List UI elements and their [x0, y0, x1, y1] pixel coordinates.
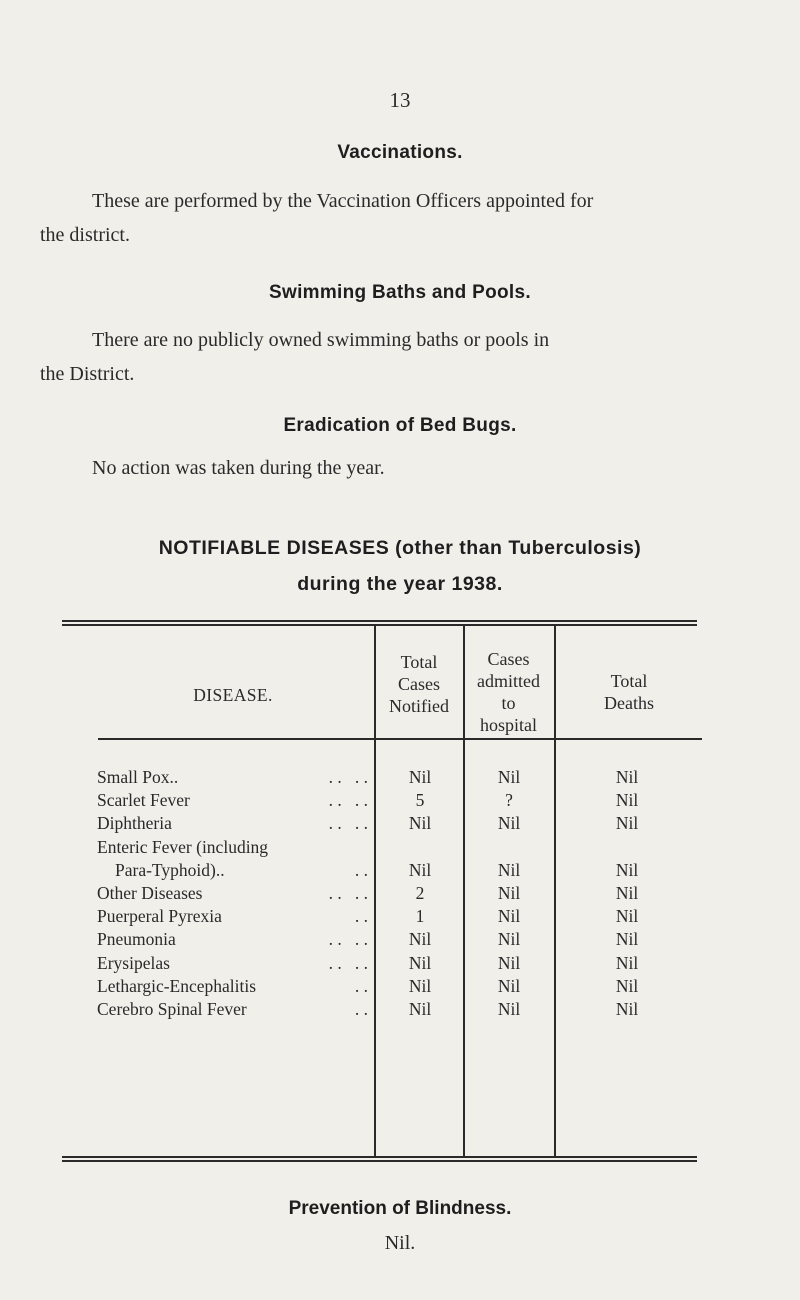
row-label: Cerebro Spinal Fever [97, 999, 247, 1019]
row-label: Lethargic-Encephalitis [97, 975, 257, 996]
cell-hospital: Nil [497, 975, 521, 996]
row-label: Enteric Fever (including [97, 836, 269, 857]
row-label: Puerperal Pyrexia [97, 906, 222, 927]
cell-notified: 2 [415, 883, 425, 903]
cell-deaths: Nil [615, 859, 639, 880]
notifiable-title-line2: during the year 1938. [297, 573, 503, 595]
cell-deaths: Nil [615, 999, 639, 1019]
text-line: No action was taken during the year. [92, 457, 385, 479]
leader-dots: . . . . [328, 790, 368, 811]
cell-notified: Nil [408, 767, 432, 787]
cell-notified: Nil [408, 999, 432, 1019]
leader-dots: . . . . [328, 813, 368, 834]
cell-notified: Nil [408, 859, 432, 880]
notifiable-title [0, 530, 800, 602]
row-label: Small Pox.. [97, 767, 179, 787]
cell-hospital: ? [505, 790, 513, 811]
section-swimming-heading: Swimming Baths and Pools. [269, 282, 531, 303]
cell-hospital: Nil [497, 813, 521, 834]
column-header-deaths [556, 670, 702, 714]
cell-notified: Nil [408, 975, 432, 996]
header-line: hospital [480, 715, 537, 735]
header-line: admitted [477, 671, 540, 691]
cell-hospital: Nil [497, 929, 521, 950]
header-line: Notified [389, 696, 449, 716]
section-vaccinations-heading: Vaccinations. [337, 142, 463, 163]
cell-deaths: Nil [615, 883, 639, 903]
cell-deaths: Nil [615, 906, 639, 927]
row-label: Scarlet Fever [97, 790, 190, 811]
header-rule [98, 738, 702, 740]
row-label: Para-Typhoid).. [115, 859, 225, 880]
cell-hospital: Nil [497, 952, 521, 973]
row-label: Erysipelas [97, 952, 170, 973]
header-line: Total [610, 671, 648, 691]
leader-dots: . . . . [328, 929, 368, 950]
text-line: These are performed by the Vaccination Officers appointed for [92, 190, 594, 212]
column-header-notified [376, 651, 462, 717]
section-swimming-text [40, 323, 765, 391]
table-top-rule [62, 620, 697, 622]
cell-deaths: Nil [615, 767, 639, 787]
table-bottom-rule [62, 1160, 697, 1162]
leader-dots: . . . . [328, 883, 368, 903]
leader-dots: . . [354, 859, 368, 880]
header-line: Cases [398, 674, 440, 694]
leader-dots: . . [354, 975, 368, 996]
prevention-value: Nil. [384, 1232, 416, 1254]
table-top-rule [62, 624, 697, 626]
leader-dots: . . . . [328, 952, 368, 973]
cell-hospital: Nil [497, 999, 521, 1019]
leader-dots: . . [354, 906, 368, 927]
cell-notified: Nil [408, 952, 432, 973]
cell-deaths: Nil [615, 952, 639, 973]
leader-dots: . . . . [328, 767, 368, 787]
page-number: 13 [389, 88, 411, 112]
header-line: Cases [487, 649, 530, 669]
header-line: to [501, 693, 516, 713]
cell-hospital: Nil [497, 767, 521, 787]
prevention-heading: Prevention of Blindness. [288, 1198, 512, 1219]
text-line: the District. [40, 363, 135, 385]
cell-notified: Nil [408, 813, 432, 834]
cell-deaths: Nil [615, 813, 639, 834]
cell-deaths: Nil [615, 790, 639, 811]
cell-notified: 1 [415, 906, 425, 927]
notifiable-title-line1: NOTIFIABLE DISEASES (other than Tuberculosis) [158, 537, 642, 559]
column-header-hospital [463, 648, 554, 736]
section-vaccinations-text [40, 184, 765, 252]
leader-dots: . . [354, 999, 368, 1019]
cell-notified: 5 [415, 790, 425, 811]
cell-hospital: Nil [497, 906, 521, 927]
text-line: There are no publicly owned swimming baths or pools in [92, 329, 550, 351]
cell-notified: Nil [408, 929, 432, 950]
text-line: the district. [40, 224, 130, 246]
cell-deaths: Nil [615, 929, 639, 950]
column-header-disease: DISEASE. [193, 685, 273, 705]
section-bedbugs-heading: Eradication of Bed Bugs. [283, 415, 517, 436]
cell-hospital: Nil [497, 859, 521, 880]
cell-deaths: Nil [615, 975, 639, 996]
row-label: Diphtheria [97, 813, 172, 834]
header-line: Total [400, 652, 438, 672]
cell-hospital: Nil [497, 883, 521, 903]
table-bottom-rule [62, 1156, 697, 1158]
row-label: Other Diseases [97, 883, 203, 903]
section-bedbugs-text [40, 451, 765, 485]
header-line: Deaths [604, 693, 654, 713]
row-label: Pneumonia [97, 929, 176, 950]
